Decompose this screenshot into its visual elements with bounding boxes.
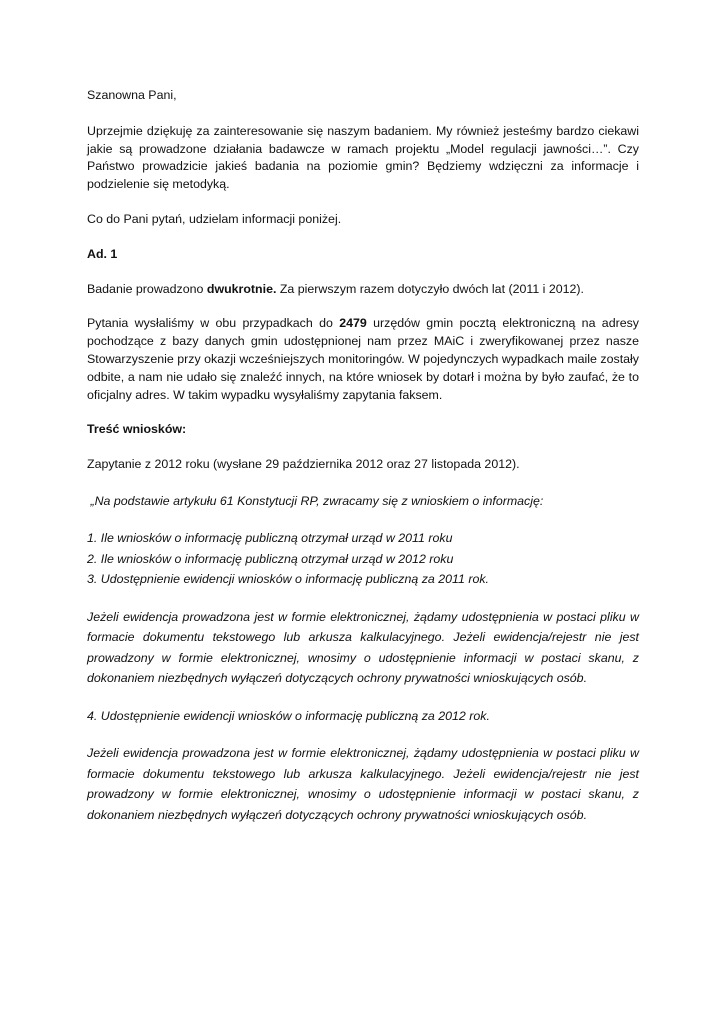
paragraph-study-count <box>87 281 639 299</box>
paragraph-recipients-before: Pytania wysłaliśmy w obu przypadkach do <box>87 316 340 331</box>
paragraph-study-count-bold: dwukrotnie. <box>206 281 277 296</box>
heading-ad1 <box>87 246 639 264</box>
question-1: 1. Ile wniosków o informację publiczną otrzymał urząd w 2011 roku <box>87 531 453 546</box>
heading-ad1-text: Ad. 1 <box>87 246 118 261</box>
paragraph-recipients-after: urzędów gmin pocztą elektroniczną na adresy pochodzące z bazy danych gmin udostępnionej nam przez MAiC i zweryfikowanej przez nasze Stowarzyszenie przy okazji wcześniejszych monitoringów. W pojedynczych wypadkach maile zostały odbite, a nam nie udało się znaleźć innych, na które wniosek by dotarł i można by było zaufać, że to oficjalny adres. W takim wypadku wysyłaliśmy zapytania faksem. <box>87 316 639 402</box>
paragraph-recipients <box>87 315 639 404</box>
paragraph-thanks: Uprzejmie dziękuję za zainteresowanie się naszym badaniem. My również jesteśmy bardzo ciekawi jakie są prowadzone działania badawcze w ramach projektu „Model regulacji jawności…”. Czy Państwo prowadzicie jakieś badania na poziomie gmin? Będziemy wdzięczni za informacje i podzielenie się metodyką. <box>87 123 639 192</box>
heading-request-content-text: Treść wniosków: <box>87 422 187 437</box>
paragraph-intro-answers: Co do Pani pytań, udzielam informacji poniżej. <box>87 211 342 226</box>
condition-paragraph-1: Jeżeli ewidencja prowadzona jest w formie elektronicznej, żądamy udostępnienia w postaci pliku w formacie dokumentu tekstowego lub arkusza kalkulacyjnego. Jeżeli ewidencja/rejestr nie jest prowadzony w formie elektronicznej, wnosimy o udostępnienie informacji w postaci skanu, z dokonaniem niezbędnych wyłączeń dotyczących ochrony prywatności wnioskujących osób. <box>87 609 639 686</box>
quote-intro: „Na podstawie artykułu 61 Konstytucji RP, zwracamy się z wnioskiem o informację: <box>87 493 544 508</box>
paragraph-request-dates: Zapytanie z 2012 roku (wysłane 29 października 2012 oraz 27 listopada 2012). <box>87 457 520 472</box>
paragraph-study-count-before: Badanie prowadzono <box>87 281 207 296</box>
question-4: 4. Udostępnienie ewidencji wniosków o informację publiczną za 2012 rok. <box>87 708 490 723</box>
letter-body <box>87 87 639 825</box>
question-2: 2. Ile wniosków o informację publiczną otrzymał urząd w 2012 roku <box>87 551 454 566</box>
condition-paragraph-2: Jeżeli ewidencja prowadzona jest w formie elektronicznej, żądamy udostępnienia w postaci pliku w formacie dokumentu tekstowego lub arkusza kalkulacyjnego. Jeżeli ewidencja/rejestr nie jest prowadzony w formie elektronicznej, wnosimy o udostępnienie informacji w postaci skanu, z dokonaniem niezbędnych wyłączeń dotyczących ochrony prywatności wnioskujących osób. <box>87 746 639 822</box>
heading-request-content <box>87 421 639 439</box>
paragraph-study-count-after: Za pierwszym razem dotyczyło dwóch lat (2011 i 2012). <box>276 281 584 296</box>
greeting: Szanowna Pani, <box>87 88 177 102</box>
question-3: 3. Udostępnienie ewidencji wniosków o informację publiczną za 2011 rok. <box>87 572 489 587</box>
paragraph-recipients-bold: 2479 <box>339 316 367 331</box>
